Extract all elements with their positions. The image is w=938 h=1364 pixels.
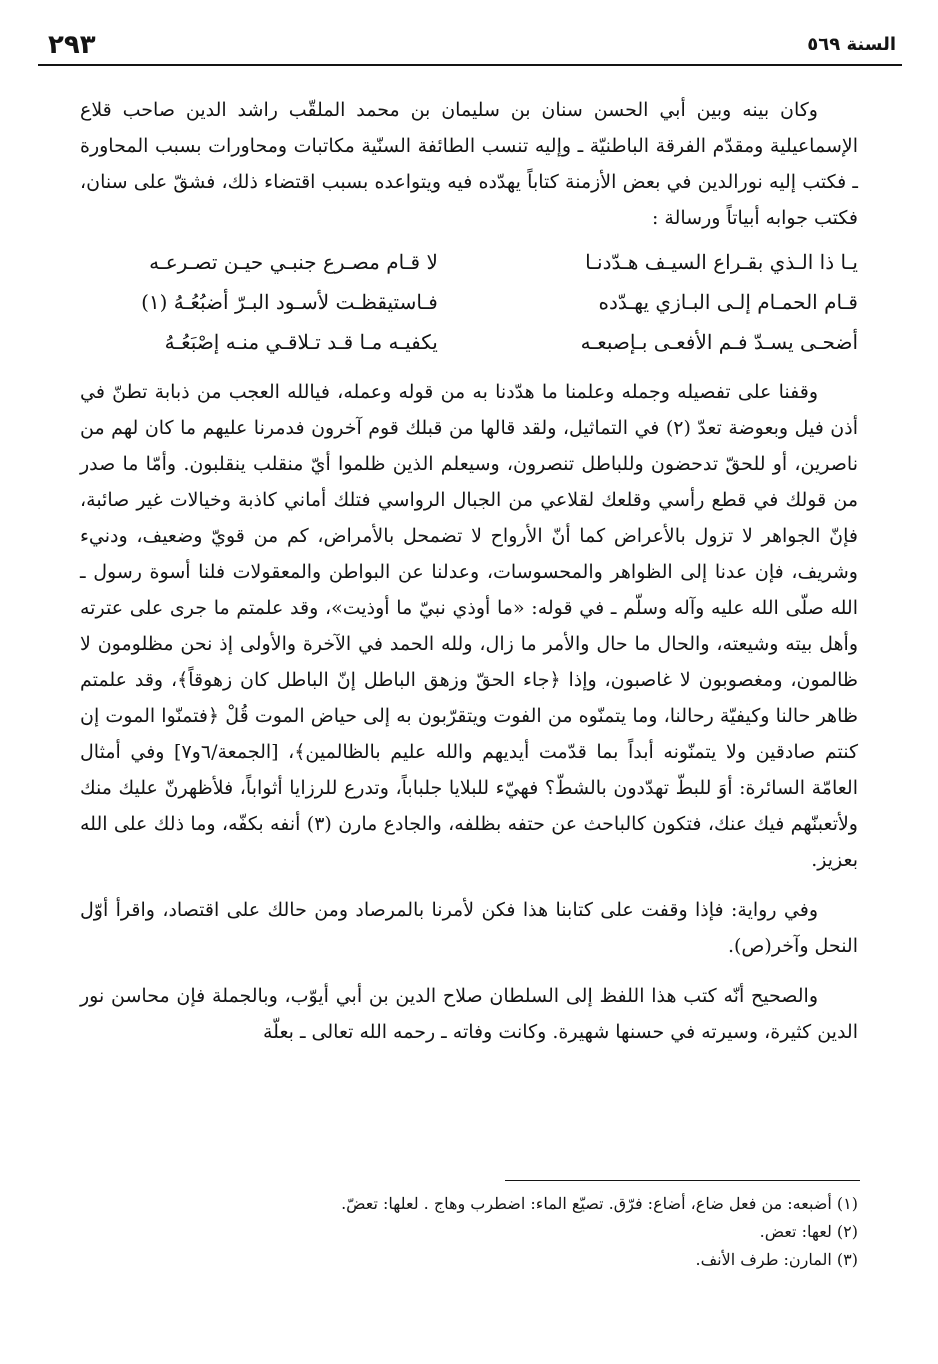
paragraph-closing: والصحيح أنّه كتب هذا اللفظ إلى السلطان صلاح الدين بن أبي أيوّب، وبالجملة فإن محاسن نور الدين كثيرة، وسيرته في حسنها شهيرة. وكانت وفاته ـ رحمه الله تعالى ـ بعلّة — [80, 985, 858, 1043]
footnote-2: (٢) لعها: تعض. — [759, 1222, 858, 1241]
poem-verse — [80, 322, 858, 362]
page-header — [38, 28, 902, 66]
footnote-3: (٣) المارن: طرف الأنف. — [695, 1250, 858, 1269]
running-title: السنة ٥٦٩ — [807, 34, 896, 55]
verse-first-hemistich: يـا ذا الـذي بقـراع السيـف هـدّدنـا — [585, 250, 858, 274]
main-text — [80, 92, 858, 1054]
verse-first-hemistich: أضحـى يسـدّ فـم الأفعـى بـإصبعـه — [580, 330, 858, 354]
poem-verse — [80, 242, 858, 282]
paragraph-letter: وقفنا على تفصيله وجمله وعلمنا ما هدّدنا به من قوله وعمله، فيالله العجب من ذبابة تطنّ في أذن فيل وبعوضة تعدّ (٢) في التماثيل، ولقد قالها من قبلك قوم آخرون فدمرنا عليهم ما كان لهم من ناصرين، أو للحقّ تدحضون وللباطل تنصرون، وسيعلم الذين ظلموا أيّ منقلب ينقلبون. وأمّا ما صدر من قولك في قطع رأسي وقلعك لقلاعي من الجبال الرواسي فتلك أماني كاذبة وخيالات غير صائبة، فإنّ الجواهر لا تزول بالأعراض كما أنّ الأرواح لا تضمحل بالأمراض، كم من قويّ وضعيف، ودنيء وشريف، فإن عدنا إلى الظواهر والمحسوسات، وعدلنا عن البواطن والمعقولات فلنا أسوة رسول ـ الله صلّى الله عليه وآله وسلّم ـ في قوله: «ما أوذي نبيّ ما أوذيت»، وقد علمتم ما جرى على عترته وأهل بيته وشيعته، والحال ما حال والأمر ما زال، ولله الحمد في الآخرة والأولى إذ نحن مظلومون لا ظالمون، ومغصوبون لا غاصبون، وإذا ﴿جاء الحقّ وزهق الباطل إنّ الباطل كان زهوقاً﴾، وقد علمتم ظاهر حالنا وكيفيّة رحالنا، وما يتمنّوه من الفوت ويتقرّبون به إلى حياض الموت قُلْ ﴿فتمنّوا الموت إن كنتم صادقين ولا يتمنّونه أبداً بما قدّمت أيديهم والله عليم بالظالمين﴾، [الجمعة/٦و٧] وفي أمثال العامّة السائرة: أوَ للبطّ تهدّدون بالشطّ؟ فهيّء للبلايا جلباباً، وتدرع للرزايا أثواباً، فلأظهرنّ عليك منك ولأتعبنّهم فيك عنك، فتكون كالباحث عن حتفه بظلفه، والجادع مارن (٣) أنفه بكفّه، وما ذلك على الله بعزيز. — [80, 381, 858, 871]
footnote-1: (١) أضبعه: من فعل ضاع، أضاع: فرّق. تصيّع الماء: اضطرب وهاج . لعلها: تعضّ. — [341, 1194, 858, 1213]
verse-second-hemistich: لا قـام مصـرع جنبـي حيـن تصـرعـه — [149, 250, 438, 274]
paragraph-variant: وفي رواية: فإذا وقفت على كتابنا هذا فكن لأمرنا بالمرصاد ومن حالك على اقتصاد، واقرأ أوّل النحل وآخر(ص). — [80, 899, 858, 957]
verse-first-hemistich: قـام الحمـام إلـى البـازي يهـدّده — [598, 290, 858, 314]
verse-second-hemistich: فـاستيقظـت لأسـود البـرّ أضبُعُـهُ (١) — [141, 290, 438, 314]
page-number: ٢٩٣ — [48, 30, 96, 60]
poem-verse — [80, 282, 858, 322]
verse-second-hemistich: يكفيـه مـا قـد تـلاقـي منـه إصْبَعُـهُ — [164, 330, 438, 354]
footnote-divider — [505, 1180, 860, 1181]
poem — [80, 242, 858, 362]
footnotes — [80, 1190, 858, 1274]
paragraph-intro: وكان بينه وبين أبي الحسن سنان بن سليمان بن محمد الملقّب راشد الدين صاحب قلاع الإسماعيلية ومقدّم الفرقة الباطنيّة ـ وإليه تنسب الطائفة السنّية مكاتبات ومحاورات بسبب المحاورة ـ فكتب إليه نورالدين في بعض الأزمنة كتاباً يهدّده فيه ويتواعده بسبب اقتضاء ذلك، فشقّ على سنان، فكتب جوابه أبياتاً ورسالة : — [80, 99, 858, 229]
